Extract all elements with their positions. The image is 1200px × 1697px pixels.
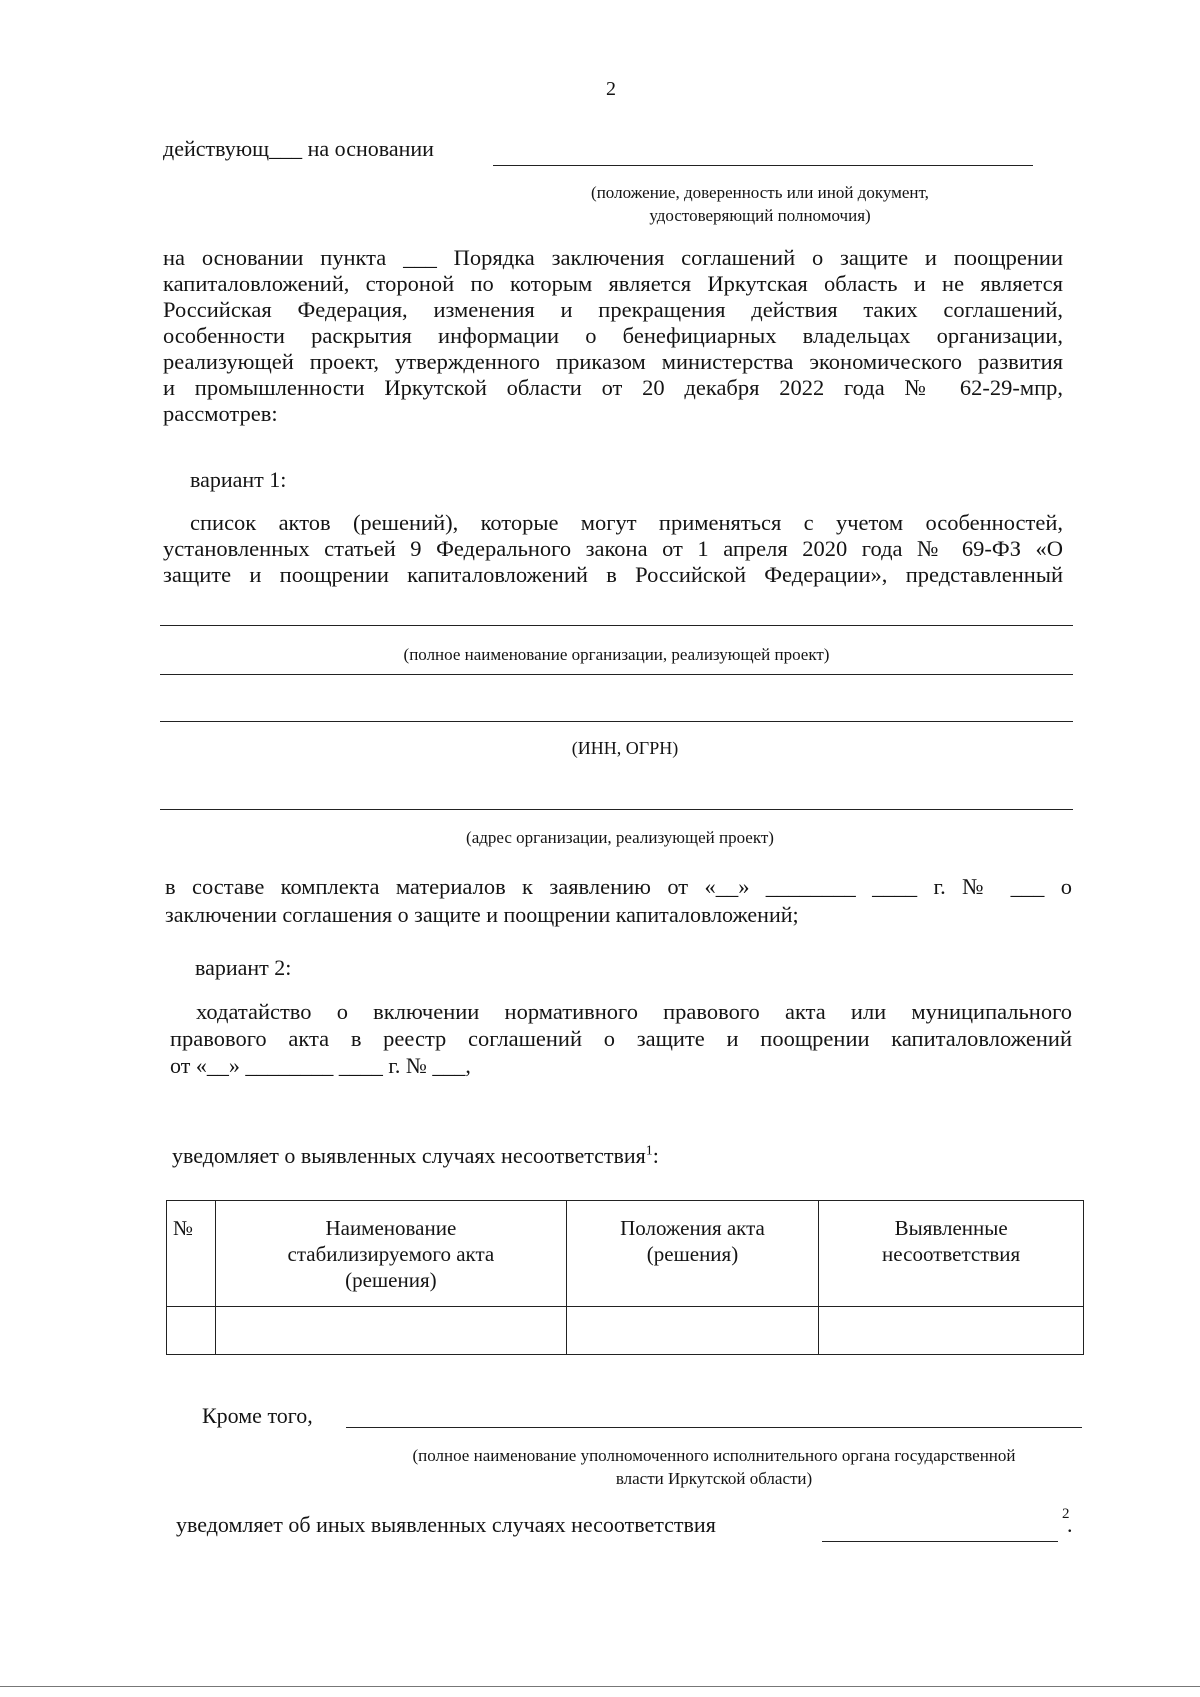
paragraph-line: список актов (решений), которые могут применяться с учетом особенностей, (190, 510, 1063, 535)
notify-colon: : (652, 1143, 659, 1168)
col-number-header: № (167, 1201, 216, 1307)
col-nonconformities-header: Выявленные несоответствия (819, 1201, 1084, 1307)
basis-caption (490, 181, 1030, 227)
bottom-edge-line (0, 1686, 1200, 1687)
paragraph-line: Российская Федерация, изменения и прекращения действия таких соглашений, (163, 297, 1063, 322)
variant2-line-1: ходатайство о включении нормативного правового акта или муниципального (196, 999, 1072, 1024)
paragraph-line: рассмотрев: (163, 401, 278, 426)
authority-caption-line-2: власти Иркутской области) (615, 1469, 813, 1488)
nonconformity-table (166, 1200, 1084, 1355)
materials-line-1: в составе комплекта материалов к заявлению от «__» ________ ____ г. № ___ о (165, 874, 1072, 899)
authority-name-line (346, 1427, 1082, 1428)
variant2-line-3: от «__» ________ ____ г. № ___, (170, 1053, 471, 1078)
table-cell[interactable] (167, 1307, 216, 1355)
notify-label: уведомляет о выявленных случаях несоответствия (172, 1143, 646, 1168)
acting-basis-text: действующ___ на основании (163, 136, 434, 161)
basis-caption-line-1: (положение, доверенность или иной документ, (591, 183, 929, 202)
org-caption: (полное наименование организации, реализующей проект) (403, 645, 830, 664)
inn-line (160, 721, 1073, 722)
variant1-paragraph (163, 510, 1063, 588)
footnote-2-number: 2 (1062, 1506, 1070, 1522)
basis-caption-line-2: удостоверяющий полномочия) (649, 206, 871, 225)
notify-text (172, 1143, 659, 1169)
footnote-1-marker: 1 (645, 1143, 653, 1159)
variant2-line-2: правового акта в реестр соглашений о защите и поощрении капиталовложений (170, 1026, 1072, 1051)
table-header-row (167, 1201, 1084, 1307)
paragraph-line: особенности раскрытия информации о бенефициарных владельцах организации, (163, 323, 1063, 348)
authority-caption (346, 1444, 1082, 1490)
paragraph-line: и промышленности Иркутской области от 20 декабря 2022 года № 62-29-мпр, (163, 375, 1063, 400)
paragraph-line: капиталовложений, стороной по которым является Иркутская область и не является (163, 271, 1063, 296)
col-act-name-header: Наименование стабилизируемого акта (решения) (216, 1201, 567, 1307)
other-nonconformities-text: уведомляет об иных выявленных случаях несоответствия (176, 1512, 716, 1537)
basis-paragraph (163, 245, 1063, 427)
authority-caption-line-1: (полное наименование уполномоченного исполнительного органа государственной (412, 1446, 1016, 1465)
paragraph-line: реализующей проект, утвержденного приказом министерства экономического развития (163, 349, 1063, 374)
table-cell[interactable] (819, 1307, 1084, 1355)
footnote-2-period: . (1067, 1512, 1073, 1537)
org-name-line-2 (160, 674, 1073, 675)
table-row (167, 1307, 1084, 1355)
paragraph-line: установленных статьей 9 Федерального закона от 1 апреля 2020 года № 69-ФЗ «О (163, 536, 1063, 561)
variant2-label: вариант 2: (195, 955, 292, 980)
org-name-line (160, 625, 1073, 626)
table-cell[interactable] (216, 1307, 567, 1355)
address-line (160, 809, 1073, 810)
besides-label: Кроме того, (202, 1403, 313, 1428)
table-cell[interactable] (566, 1307, 819, 1355)
variant1-label: вариант 1: (190, 467, 287, 492)
page-number: 2 (606, 78, 616, 100)
col-act-provisions-header: Положения акта (решения) (566, 1201, 819, 1307)
inn-caption: (ИНН, ОГРН) (571, 738, 679, 758)
paragraph-line: на основании пункта ___ Порядка заключения соглашений о защите и поощрении (163, 245, 1063, 270)
materials-line-2: заключении соглашения о защите и поощрении капиталовложений; (165, 902, 799, 927)
other-nonconformities-line (822, 1541, 1058, 1542)
address-caption: (адрес организации, реализующей проект) (466, 828, 774, 847)
basis-blank-line (493, 165, 1033, 166)
paragraph-line: защите и поощрении капиталовложений в Российской Федерации», представленный (163, 562, 1063, 587)
